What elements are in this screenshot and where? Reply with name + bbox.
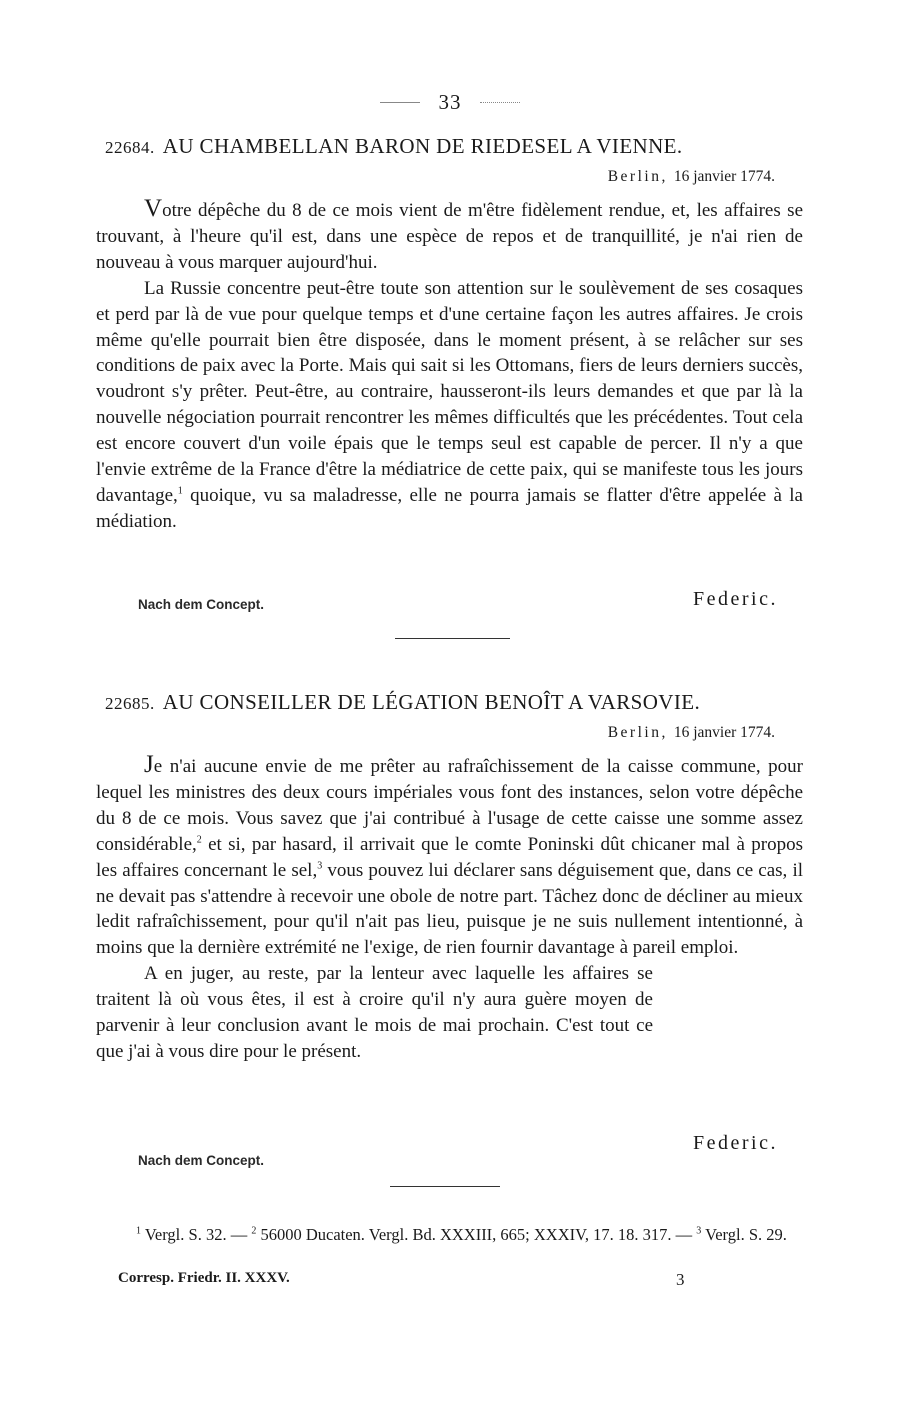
initial-letter: J <box>144 751 154 778</box>
source-note: Nach dem Concept. <box>138 1153 265 1168</box>
paragraph-text: otre dépêche du 8 de ce mois vient de m'être fidèlement rendue, et, les affaires se trouvant, à l'heure qu'il est, dans une espèce de repos et de tranquillité, je n'ai rien de nouveau à vous marquer aujourd'hui. <box>96 200 803 273</box>
page-number-rule-right <box>480 102 520 103</box>
paragraph-text: La Russie concentre peut-être toute son attention sur le soulèvement de ses cosaques et perd par là de vue pour quelque temps et d'une certaine façon les autres affaires. Je crois même qu'elle pourrait bien être disposée, dans le moment présent, à se relâcher sur ses conditions de paix avec la Porte. Mais qui sait si les Ottomans, fiers de leurs derniers succès, voudront s'y prêter. Peut-être, au contraire, hausseront-ils leurs demandes et que par là la nouvelle négociation pourrait rencontrer les mêmes difficultés que les précédentes. Tout cela est encore couvert d'un voile épais que le temps seul est capable de percer. Il n'y a que l'envie extrême de la France d'être la médiatrice de cette paix, qui se manifeste tous les jours davantage, <box>96 277 803 506</box>
paragraph-text: et si, par hasard, il arrivait que le comte Poninski dût chicaner mal à propos les affaires concernant le sel, <box>96 833 803 881</box>
letter-heading <box>105 134 805 159</box>
footnote-content: Vergl. S. 29. <box>701 1225 787 1244</box>
letter-heading <box>105 690 805 715</box>
footer-volume-title: Corresp. Friedr. II. XXXV. <box>118 1270 290 1286</box>
letter-number: 22685. <box>105 694 155 713</box>
letter-title: AU CONSEILLER DE LÉGATION BENOÎT A VARSOVIE. <box>162 690 701 714</box>
footnote-text <box>96 1222 803 1247</box>
footnote-content: Vergl. S. 32. — <box>141 1225 252 1244</box>
letter-dateline <box>608 724 775 742</box>
footnote-number: 1 <box>136 1225 141 1237</box>
footnotes <box>96 1222 803 1247</box>
letter-date: 16 janvier 1774. <box>673 724 775 741</box>
letter-dateline <box>608 168 775 186</box>
letter-paragraph <box>96 276 803 535</box>
paragraph-text: vous pouvez lui déclarer sans déguisement que, dans ce cas, il ne devait pas s'attendre à recevoir une obole de notre part. Tâchez donc de décliner au mieux ledit rafraîchissement, pour qu'il n'ait pas lieu, puisque je ne suis nullement intentionné, à moins que la dernière extrémité ne l'exige, de rien fournir davantage à pareil emploi. <box>96 859 804 959</box>
footnote-content: 56000 Ducaten. Vergl. Bd. XXXIII, 665; XXXIV, 17. 18. 317. — <box>256 1225 697 1244</box>
footnote-marker: 1 <box>177 485 183 497</box>
signature: Federic. <box>693 1132 778 1154</box>
source-note: Nach dem Concept. <box>138 597 265 612</box>
footnote-marker: 3 <box>317 860 323 872</box>
letter-body <box>96 196 803 535</box>
letter-title: AU CHAMBELLAN BARON DE RIEDESEL A VIENNE. <box>162 134 683 158</box>
section-separator <box>395 638 510 639</box>
letter-place: Berlin, <box>607 168 668 185</box>
page-footer <box>118 1270 688 1287</box>
letter-paragraph <box>96 961 803 1065</box>
initial-letter: V <box>144 195 163 222</box>
paragraph-text: e n'ai aucune envie de me prêter au rafraîchissement de la caisse commune, pour lequel les ministres des deux cours impériales vous font des instances, selon votre dépêche du 8 de ce mois. Vous savez que j'ai contribué à l'usage de cette caisse une somme assez considérable, <box>96 756 803 855</box>
paragraph-text: quoique, vu sa maladresse, elle ne pourra jamais se flatter d'être appelée à la médiation. <box>96 484 803 532</box>
letter-paragraph <box>96 196 803 276</box>
footnote-number: 2 <box>251 1225 257 1237</box>
footnote-marker: 2 <box>196 834 202 846</box>
paragraph-text: A en juger, au reste, par la lenteur avec laquelle les affaires se traitent là où vous êtes, il est à croire qu'il n'y aura guère moyen de parvenir à leur conclusion avant le mois de mai prochain. C'est tout ce que j'ai à vous dire pour le présent. <box>96 963 653 1062</box>
letter-place: Berlin, <box>607 724 668 741</box>
section-separator <box>390 1186 500 1187</box>
letter-body <box>96 752 803 1065</box>
letter-date: 16 janvier 1774. <box>673 168 775 185</box>
letter-paragraph <box>96 752 803 961</box>
footnote-number: 3 <box>696 1225 702 1237</box>
letter-number: 22684. <box>105 138 155 157</box>
page-number: 33 <box>438 90 462 114</box>
signature-mark: 3 <box>676 1270 685 1289</box>
signature: Federic. <box>693 588 778 610</box>
